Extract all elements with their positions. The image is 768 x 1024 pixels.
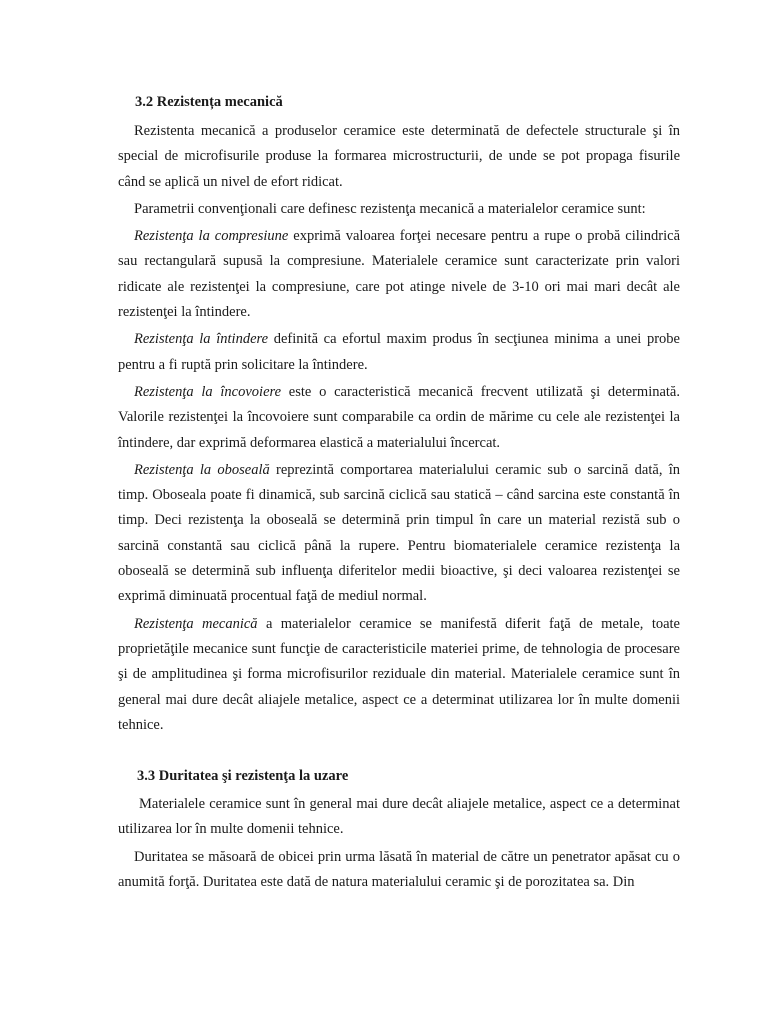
text-fatigue: reprezintă comportarea materialului ceramic sub o sarcină dată, în timp. Oboseala poate fi dinamică, sub sarcină ciclică sau statică – când sarcina este constantă în timp. Deci rezistenţa la oboseală se determină prin timpul în care un material rezistă sub o sarcină constantă sau ciclică până la rupere. Pentru biomaterialele ceramice rezistenţa la oboseală se determină sub influenţa diferitelor medii bioactive, şi deci valoarea rezistenţei se exprimă diminuată procentual faţă de mediul normal.: [118, 461, 680, 605]
paragraph-hardness-intro: Materialele ceramice sunt în general mai dure decât aliajele metalice, aspect ce a determinat utilizarea lor în multe domenii tehnice.: [118, 796, 680, 838]
paragraph-mechanical-resistance-intro: Rezistenta mecanică a produselor ceramice este determinată de defectele structurale şi în special de microfisurile produse la formarea microstructurii, de unde se pot propaga fisurile când se aplică un nivel de efort ridicat.: [118, 123, 680, 190]
section-heading-3-2: 3.2 Rezistența mecanică: [135, 94, 283, 110]
text-bending: este o caracteristică mecanică frecvent utilizată şi determinată. Valorile rezistenţei la încovoiere sunt comparabile ca ordin de mărime cu cele ale rezistenţei la întindere, dar exprimă deformarea elastică a materialului încercat.: [118, 383, 680, 451]
paragraph-hardness-measurement: Duritatea se măsoară de obicei prin urma lăsată în material de către un penetrator apăsat cu o anumită forţă. Duritatea este dată de natura materialului ceramic şi de porozitatea sa. Din: [118, 848, 680, 891]
section-heading-3-3: 3.3 Duritatea şi rezistenţa la uzare: [137, 768, 349, 785]
paragraph-tensile-resistance: [118, 327, 680, 378]
term-compression: Rezistenţa la compresiune: [134, 228, 289, 245]
paragraph-mechanical-resistance-comparison: [118, 612, 680, 738]
paragraph-fatigue-resistance: [118, 458, 680, 610]
text-mechanical: a materialelor ceramice se manifestă diferit faţă de metale, toate proprietăţile mecanice sunt funcţie de caracteristicile materiei prime, de tehnologia de procesare şi de amplitudinea şi forma microfisurilor reziduale din material. Materialele ceramice sunt în general mai dure decât aliajele metalice, aspect ce a determinat utilizarea lor în multe domenii tehnice.: [118, 615, 680, 733]
paragraph-bending-resistance: [118, 380, 680, 456]
term-tensile: Rezistenţa la întindere: [134, 331, 269, 348]
term-fatigue: Rezistenţa la oboseală: [134, 461, 270, 478]
term-mechanical: Rezistenţa mecanică: [134, 615, 258, 632]
text-tensile: definită ca efortul maxim produs în secţiunea minima a unei probe pentru a fi ruptă prin solicitare la întindere.: [118, 331, 680, 373]
paragraph-compression-resistance: [118, 224, 680, 325]
term-bending: Rezistenţa la încovoiere: [134, 383, 282, 400]
text-compression: exprimă valoarea forţei necesare pentru a rupe o probă cilindrică sau rectangulară supusă la compresiune. Materialele ceramice sunt caracterizate prin valori ridicate ale rezistenţei la compresiune, care pot atinge nivele de 3-10 ori mai mari decât ale rezistenţei la întindere.: [118, 228, 681, 321]
paragraph-conventional-parameters: Parametrii convenţionali care definesc rezistenţa mecanică a materialelor ceramice sunt:: [134, 200, 646, 217]
